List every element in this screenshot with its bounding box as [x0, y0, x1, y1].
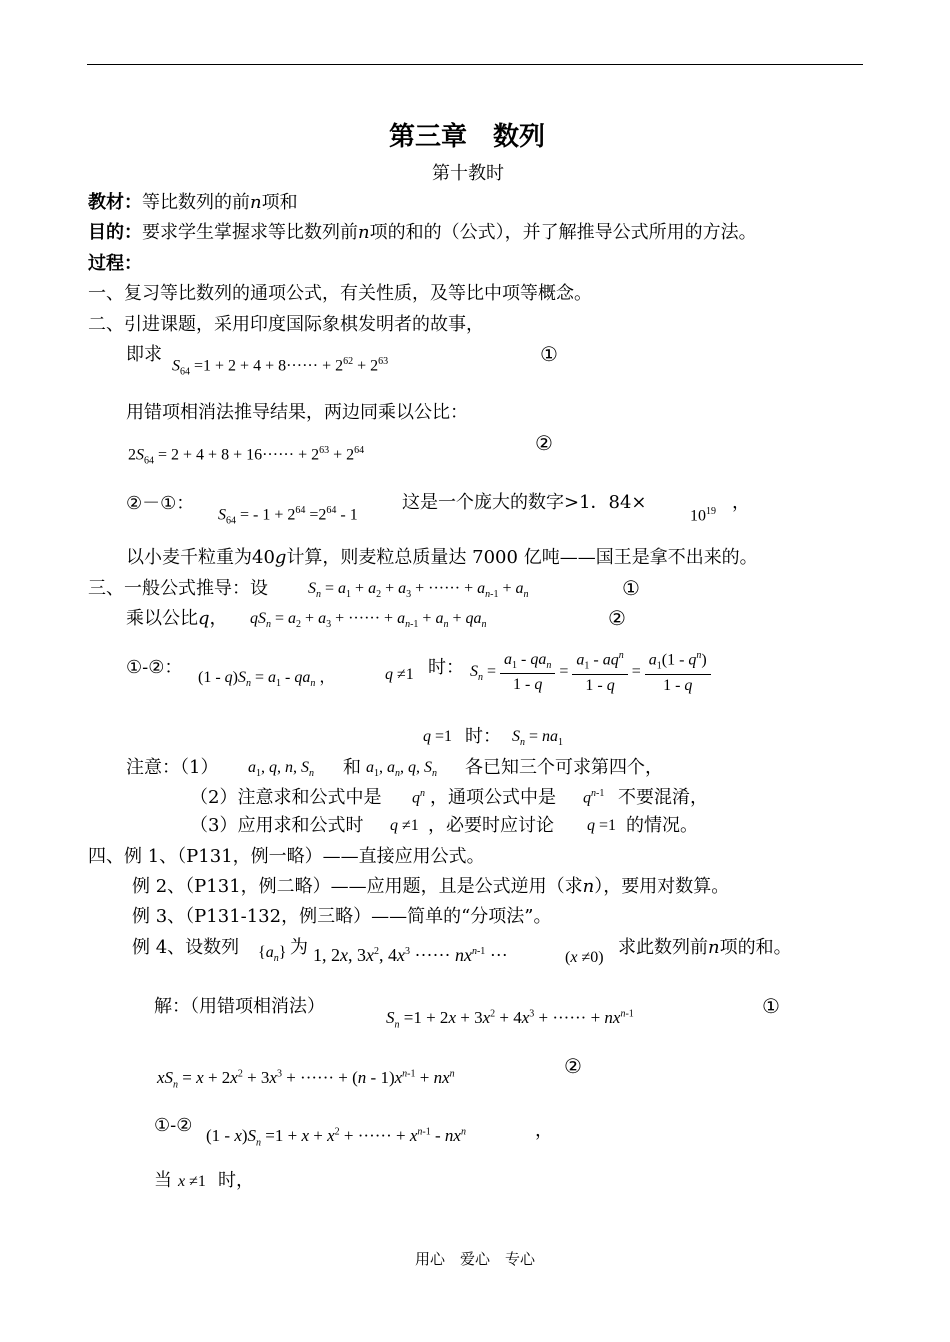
- formula-note3-neq: q ≠1: [390, 817, 419, 834]
- formula-note1-a: $a_1$, q, n, $S_n$: [248, 759, 314, 780]
- formula-subtract: $(1 - q)S_n = a_1 - qa_n$ ，: [198, 669, 336, 690]
- note2-a: （2）注意求和公式中是: [190, 787, 382, 808]
- method-line: 用错项相消法推导结果，两边同乘以公比：: [126, 402, 468, 423]
- mark-circle-2: ②: [535, 431, 553, 455]
- formula-sol-1: $S_n =1 + 2x + 3x^2 + 4x^3$ + ······ + $nx^{n-1}$: [386, 1008, 634, 1031]
- section-4: 四、例 1、（P131，例一略）——直接应用公式。: [88, 846, 485, 867]
- mark-circle-1: ①: [540, 342, 558, 366]
- formula-sequence: 1, 2x, $3x^2$, $4x^3$ ······ $nx^{n-1}$ ···: [313, 945, 508, 965]
- example-4: 例 4、设数列: [132, 937, 240, 958]
- note2-c: 不要混淆，: [618, 787, 708, 808]
- subtract-label: ①-②：: [126, 657, 183, 678]
- note2-b: ，通项公式中是: [430, 787, 556, 808]
- material-label: 教材：: [88, 192, 142, 213]
- note-label: 注意：（1）: [126, 757, 219, 778]
- wheat-line: 以小麦千粒重为40g计算，则麦粒总质量达 7000 亿吨——国王是拿不出来的。: [126, 547, 758, 568]
- formula-sol-2: $xS_n = x + 2x^2 + 3x^3$ + ······ + $(n - 1)x^{n-1} + nx^n$: [157, 1068, 455, 1091]
- formula-note1-b: $a_1$, $a_n$, q, $S_n$: [366, 759, 437, 780]
- formula-2s64: $2S_{64} = 2 + 4 + 8 + 16\cdot\cdot\cdot\cdot\cdot\cdot + 2^{63} + 2^{64}$: [128, 445, 365, 467]
- note1-tail: 各已知三个可求第四个，: [465, 757, 663, 778]
- aim-line: 目的：要求学生掌握求等比数列前n项的和的（公式），并了解推导公式所用的方法。: [88, 222, 757, 243]
- mark-circle-6: ②: [564, 1054, 582, 1078]
- formula-sum: $S_n$ = $\frac{a_1 - qa_n}{1 - q}$ = $\frac{a_1 - aq^n}{1 - q}$ = $\frac{a_1(1 - q^n)}{1 - q}$: [470, 650, 715, 695]
- process-label: 过程：: [88, 253, 142, 274]
- mark-circle-4: ②: [608, 606, 626, 630]
- formula-qsn: $qS_n = a_2 + a_3$ + ······ + $a_{n-1} + a_n + qa_n$: [250, 610, 487, 631]
- lesson-subtitle: 第十教时: [432, 163, 504, 184]
- when-label: 时：: [428, 657, 464, 678]
- dang-tail: 时，: [218, 1170, 254, 1191]
- section-3: 三、一般公式推导：设: [88, 578, 268, 599]
- formula-q-eq-1: q =1: [423, 728, 453, 745]
- aim-label: 目的：: [88, 222, 142, 243]
- dang-label: 当: [154, 1170, 172, 1191]
- solution-label: 解：（用错项相消法）: [154, 996, 325, 1017]
- example-2: 例 2、（P131，例二略）——应用题，且是公式逆用（求n），要用对数算。: [132, 876, 730, 897]
- example-4-tail: 求此数列前n项的和。: [618, 937, 792, 958]
- example-4-wei: 为: [290, 937, 308, 958]
- q1-when-label: 时：: [465, 726, 501, 747]
- example-3: 例 3、（P131-132，例三略）——简单的“分项法”。: [132, 906, 552, 927]
- section-2: 二、引进课题，采用印度国际象棋发明者的故事，: [88, 314, 484, 335]
- solution-subtract-label: ①-②: [154, 1115, 193, 1136]
- formula-sn-na1: $S_n = na_1$: [512, 728, 564, 749]
- note3-b: ，必要时应讨论: [428, 815, 554, 836]
- section-1: 一、复习等比数列的通项公式，有关性质，及等比中项等概念。: [88, 283, 592, 304]
- formula-diff: $S_{64}$ = - $1 + 2^{64} =2^{64} - 1$: [218, 505, 358, 527]
- formula-qn: $q^n$: [412, 788, 425, 807]
- formula-x-neq-1: x ≠1: [178, 1173, 206, 1190]
- note3-a: （3）应用求和公式时: [190, 815, 364, 836]
- note1-and: 和: [343, 757, 361, 778]
- mult-line: 乘以公比q，: [126, 608, 228, 629]
- formula-sol-3: $(1 - x)S_n =1 + x + x^2$ + ······ + $x^{n-1} - nx^n$: [206, 1126, 466, 1149]
- formula-note3-eq: q =1: [587, 817, 617, 834]
- ask-label: 即求: [126, 344, 162, 365]
- chapter-title: 第三章 数列: [389, 122, 546, 152]
- page-footer: 用心 爱心 专心: [414, 1250, 535, 1268]
- formula-power: $10^{19}$: [690, 506, 716, 525]
- header-rule: [87, 64, 863, 65]
- mark-circle-3: ①: [622, 576, 640, 600]
- formula-x-neq-0: (x ≠0): [565, 949, 604, 966]
- formula-q-neq-1: q ≠1: [385, 666, 414, 683]
- comma: ，: [732, 492, 750, 513]
- mark-circle-5: ①: [762, 994, 780, 1018]
- solution-comma: ，: [535, 1120, 553, 1141]
- formula-qn-1: $q^{n-1}$: [583, 788, 605, 807]
- formula-sn: $S_n = a_1 + a_2 + a_3$ + ······ + $a_{n-1} + a_n$: [308, 580, 529, 601]
- formula-s64: $S_{64} =1 + 2 + 4 + 8\cdot\cdot\cdot\cdot\cdot\cdot + 2^{62} + 2^{63}$: [172, 356, 389, 378]
- formula-an: $\{a_n\}$: [258, 944, 287, 965]
- material-line: 教材：等比数列的前n项和: [88, 192, 298, 213]
- diff-label: ②－①：: [126, 493, 195, 514]
- note3-c: 的情况。: [626, 815, 698, 836]
- huge-number-text: 这是一个庞大的数字>1．84×: [402, 492, 647, 513]
